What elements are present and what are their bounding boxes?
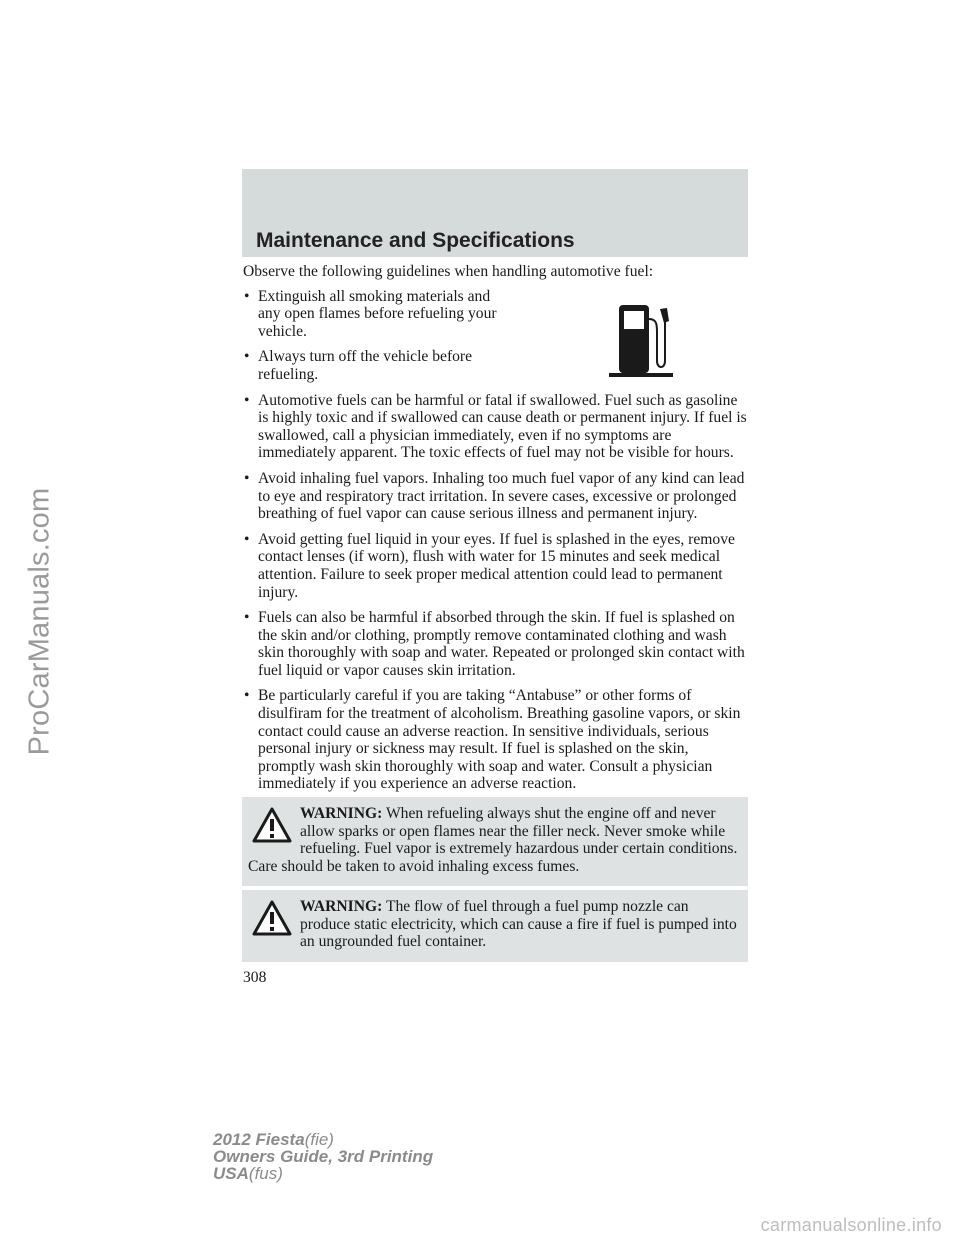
fuel-pump-icon <box>607 299 673 379</box>
warning-label: WARNING: <box>300 898 383 915</box>
intro-text: Observe the following guidelines when handling automotive fuel: <box>243 263 654 280</box>
warning-triangle-icon <box>252 900 292 936</box>
warning-box-static <box>242 890 748 962</box>
section-title: Maintenance and Specifications <box>256 229 575 252</box>
list-item: • Avoid inhaling fuel vapors. Inhaling too much fuel vapor of any kind can lead to eye and respiratory tract irritation. In severe cases, excessive or prolonged breathing of fuel vapor can cause serious illness and permanent injury. <box>243 470 748 523</box>
list-item: • Extinguish all smoking materials and any open flames before refueling your vehicle. <box>243 288 508 341</box>
footer-market: USA <box>213 1164 249 1183</box>
footer-edition: Owners Guide, 3rd Printing <box>213 1147 434 1166</box>
footer-info <box>213 1131 433 1182</box>
warning-label: WARNING: <box>300 805 383 822</box>
list-item: • Always turn off the vehicle before refueling. <box>243 348 508 383</box>
warning-text <box>248 898 742 951</box>
list-item: • Be particularly careful if you are taking “Antabuse” or other forms of disulfiram for the treatment of alcoholism. Breathing gasoline vapors, or skin contact could cause an adverse reaction. In sensitive individuals, serious personal injury or sickness may result. If fuel is splashed on the skin, promptly wash skin thoroughly with soap and water. Consult a physician immediately if you experience an adverse reaction. <box>243 687 748 793</box>
section-header <box>242 169 748 257</box>
warning-body: When refueling always shut the engine off and never allow sparks or open flames near the filler neck. Never smoke while refueling. Fuel vapor is extremely hazardous under certain conditions. Care should be taken to avoid inhaling excess fumes. <box>248 805 738 875</box>
footer-model-code: (fie) <box>304 1130 334 1149</box>
list-item: • Automotive fuels can be harmful or fatal if swallowed. Fuel such as gasoline is highly toxic and if swallowed can cause death or permanent injury. If fuel is swallowed, call a physician immediately, even if no symptoms are immediately apparent. The toxic effects of fuel may not be visible for hours. <box>243 392 748 462</box>
footer-market-code: (fus) <box>248 1164 283 1183</box>
watermark-text: ProCarManuals.com <box>23 487 56 755</box>
list-item: • Avoid getting fuel liquid in your eyes. If fuel is splashed in the eyes, remove contact lenses (if worn), flush with water for 15 minutes and seek medical attention. Failure to seek proper medical attention could lead to permanent injury. <box>243 531 748 601</box>
side-watermark <box>0 0 80 1242</box>
warning-triangle-icon <box>252 807 292 843</box>
site-watermark: carmanualsonline.info <box>760 1215 942 1235</box>
warning-body: The flow of fuel through a fuel pump nozzle can produce static electricity, which can cause a fire if fuel is pumped into an ungrounded fuel container. <box>300 898 737 951</box>
page-number: 308 <box>243 969 267 986</box>
warning-text <box>248 805 742 875</box>
footer-model: 2012 Fiesta <box>213 1130 305 1149</box>
list-item: • Fuels can also be harmful if absorbed through the skin. If fuel is splashed on the skin and/or clothing, promptly remove contaminated clothing and wash skin thoroughly with soap and water. Repeated or prolonged skin contact with fuel liquid or vapor causes skin irritation. <box>243 609 748 679</box>
warning-box-refueling <box>242 797 748 886</box>
